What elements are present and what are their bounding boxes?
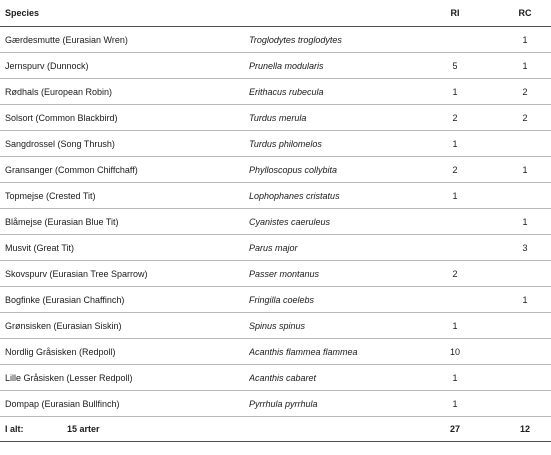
species-ri [415,27,495,53]
header-rc: RC [495,0,551,27]
table-row [0,209,551,235]
species-rc [495,365,551,391]
species-rc [495,183,551,209]
species-latin-name: Lophophanes cristatus [249,183,415,209]
total-row [0,417,551,442]
species-rc: 2 [495,105,551,131]
table-row [0,27,551,53]
total-cell [0,417,249,442]
table-header [0,0,551,27]
species-rc: 1 [495,27,551,53]
species-common-name: Nordlig Gråsisken (Redpoll) [0,339,249,365]
total-ri: 27 [415,417,495,442]
species-rc: 1 [495,53,551,79]
species-ri [415,235,495,261]
table-row [0,183,551,209]
table-body [0,27,551,417]
species-rc: 1 [495,157,551,183]
species-rc [495,391,551,417]
table-row [0,53,551,79]
species-ri: 10 [415,339,495,365]
table-row [0,131,551,157]
species-ri: 1 [415,131,495,157]
species-latin-name: Prunella modularis [249,53,415,79]
species-latin-name: Fringilla coelebs [249,287,415,313]
species-ri [415,209,495,235]
species-ri: 2 [415,157,495,183]
table-row [0,157,551,183]
species-ri: 1 [415,391,495,417]
species-common-name: Blåmejse (Eurasian Blue Tit) [0,209,249,235]
species-common-name: Musvit (Great Tit) [0,235,249,261]
species-ri: 1 [415,183,495,209]
species-rc: 2 [495,79,551,105]
species-common-name: Topmejse (Crested Tit) [0,183,249,209]
total-rc: 12 [495,417,551,442]
species-ri: 5 [415,53,495,79]
species-latin-name: Erithacus rubecula [249,79,415,105]
total-species-count: 15 arter [67,424,100,434]
total-label: I alt: [5,424,24,434]
species-common-name: Rødhals (European Robin) [0,79,249,105]
species-latin-name: Pyrrhula pyrrhula [249,391,415,417]
species-ri: 2 [415,261,495,287]
species-latin-name: Cyanistes caeruleus [249,209,415,235]
header-latin-blank [249,0,415,27]
species-rc [495,261,551,287]
total-latin-blank [249,417,415,442]
species-rc [495,339,551,365]
species-ri [415,287,495,313]
table-row [0,261,551,287]
table-row [0,365,551,391]
species-common-name: Gærdesmutte (Eurasian Wren) [0,27,249,53]
species-rc: 3 [495,235,551,261]
species-common-name: Jernspurv (Dunnock) [0,53,249,79]
table-row [0,105,551,131]
species-ri: 1 [415,365,495,391]
header-species: Species [0,0,249,27]
species-latin-name: Phylloscopus collybita [249,157,415,183]
table-row [0,313,551,339]
species-ri: 2 [415,105,495,131]
species-latin-name: Acanthis flammea flammea [249,339,415,365]
table-row [0,287,551,313]
table-row [0,235,551,261]
species-common-name: Gransanger (Common Chiffchaff) [0,157,249,183]
species-common-name: Grønsisken (Eurasian Siskin) [0,313,249,339]
species-common-name: Sangdrossel (Song Thrush) [0,131,249,157]
species-latin-name: Spinus spinus [249,313,415,339]
species-common-name: Skovspurv (Eurasian Tree Sparrow) [0,261,249,287]
header-row [0,0,551,27]
table-row [0,339,551,365]
species-latin-name: Acanthis cabaret [249,365,415,391]
header-ri: RI [415,0,495,27]
species-latin-name: Parus major [249,235,415,261]
species-common-name: Solsort (Common Blackbird) [0,105,249,131]
species-ri: 1 [415,313,495,339]
species-rc [495,313,551,339]
species-rc [495,131,551,157]
species-common-name: Lille Gråsisken (Lesser Redpoll) [0,365,249,391]
table-row [0,79,551,105]
species-latin-name: Passer montanus [249,261,415,287]
species-latin-name: Turdus merula [249,105,415,131]
species-rc: 1 [495,209,551,235]
species-latin-name: Turdus philomelos [249,131,415,157]
species-common-name: Dompap (Eurasian Bullfinch) [0,391,249,417]
table-footer [0,417,551,442]
species-latin-name: Troglodytes troglodytes [249,27,415,53]
species-ri: 1 [415,79,495,105]
species-rc: 1 [495,287,551,313]
species-common-name: Bogfinke (Eurasian Chaffinch) [0,287,249,313]
table-row [0,391,551,417]
